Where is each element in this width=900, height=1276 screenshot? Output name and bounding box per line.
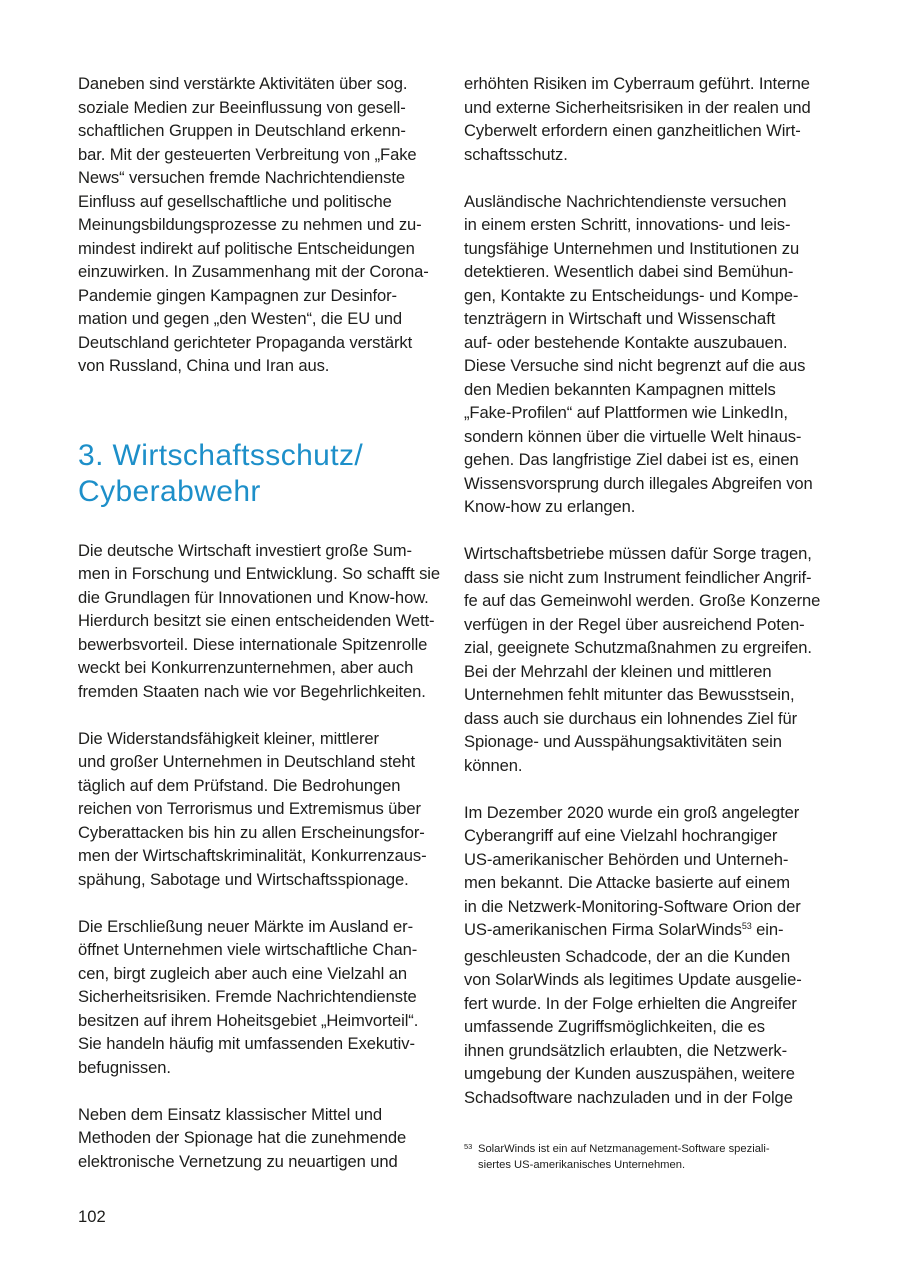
text-line: geschleusten Schadcode, der an die Kunden xyxy=(464,946,791,966)
right-paragraph-4 xyxy=(464,801,824,1110)
text-line: Diese Versuche sind nicht begrenzt auf die aus xyxy=(464,356,806,375)
text-line: Wissensvorsprung durch illegales Abgreifen von xyxy=(464,473,813,493)
text-line: und großer Unternehmen in Deutschland steht xyxy=(78,752,415,771)
paragraph-gap xyxy=(78,1079,430,1103)
text-line: auf- oder bestehende Kontakte auszubauen. xyxy=(464,332,788,352)
paragraph-gap xyxy=(464,777,824,801)
text-line: Schadsoftware nachzuladen und in der Folge xyxy=(464,1087,793,1107)
text-line: befugnissen. xyxy=(78,1057,171,1077)
text-line-with-footnote xyxy=(464,918,824,945)
left-paragraph-1 xyxy=(78,72,430,378)
text-line: Hierdurch besitzt sie einen entscheidenden Wett- xyxy=(78,611,435,630)
text-line: können. xyxy=(464,755,523,775)
text-line: cen, birgt zugleich aber auch eine Vielzahl an xyxy=(78,963,408,983)
text-line: „Fake-Profilen“ auf Plattformen wie LinkedIn, xyxy=(464,403,788,422)
text-line: öffnet Unternehmen viele wirtschaftliche Chan- xyxy=(78,940,418,959)
text-line: Know-how zu erlangen. xyxy=(464,497,636,516)
text-line: Deutschland gerichteter Propaganda verstärkt xyxy=(78,332,413,352)
text-line: in einem ersten Schritt, innovations- und leis- xyxy=(464,215,791,234)
text-line: sondern können über die virtuelle Welt hinaus- xyxy=(464,426,802,446)
text-line: Meinungsbildungsprozesse zu nehmen und zu- xyxy=(78,215,422,234)
footnote-number: 53 xyxy=(464,1142,473,1151)
left-column xyxy=(78,72,440,1173)
text-line: fremden Staaten nach wie vor Begehrlichkeiten. xyxy=(78,681,426,701)
text-line: detektieren. Wesentlich dabei sind Bemühun- xyxy=(464,262,794,281)
left-paragraph-4 xyxy=(78,915,430,1080)
text-line: schaftlichen Gruppen in Deutschland erkenn- xyxy=(78,121,406,140)
text-line: Cyberangriff auf eine Vielzahl hochrangiger xyxy=(464,826,778,845)
text-line: soziale Medien zur Beeinflussung von gesell- xyxy=(78,97,406,117)
text-line: einzuwirken. In Zusammenhang mit der Corona- xyxy=(78,262,429,281)
text-line: umfassende Zugriffsmöglichkeiten, die es xyxy=(464,1017,765,1036)
text-line: tenzträgern in Wirtschaft und Wissenschaft xyxy=(464,309,776,328)
footnote xyxy=(464,1142,824,1173)
text-fragment: ein- xyxy=(751,920,784,939)
right-paragraph-3 xyxy=(464,542,824,777)
text-line: die Grundlagen für Innovationen und Know-how. xyxy=(78,587,429,607)
text-line: Die deutsche Wirtschaft investiert große Sum- xyxy=(78,540,412,560)
text-line: weckt bei Konkurrenzunternehmen, aber auch xyxy=(78,658,414,677)
text-line: den Medien bekannten Kampagnen mittels xyxy=(464,379,776,399)
text-line: verfügen in der Regel über ausreichend Poten- xyxy=(464,614,805,634)
footnote-reference[interactable]: 53 xyxy=(741,921,752,931)
text-line: Neben dem Einsatz klassischer Mittel und xyxy=(78,1104,383,1124)
paragraph-gap xyxy=(78,703,430,727)
text-line: News“ versuchen fremde Nachrichtendienste xyxy=(78,168,406,187)
text-line: mindest indirekt auf politische Entscheidungen xyxy=(78,238,415,258)
text-line: Die Erschließung neuer Märkte im Ausland er- xyxy=(78,916,413,936)
text-line: Sicherheitsrisiken. Fremde Nachrichtendienste xyxy=(78,987,417,1006)
text-line: umgebung der Kunden auszuspähen, weitere xyxy=(464,1064,795,1083)
text-line: erhöhten Risiken im Cyberraum geführt. Interne xyxy=(464,74,810,93)
paragraph-gap xyxy=(78,891,430,915)
section-heading-line: Cyberabwehr xyxy=(78,474,261,508)
text-line: men in Forschung und Entwicklung. So schafft sie xyxy=(78,564,440,583)
footnote-text-line: siertes US-amerikanisches Unternehmen. xyxy=(478,1158,686,1171)
text-line: in die Netzwerk-Monitoring-Software Orion der xyxy=(464,896,801,916)
left-paragraph-3 xyxy=(78,727,430,892)
text-line: Cyberattacken bis hin zu allen Erscheinungsfor- xyxy=(78,822,425,842)
text-line: US-amerikanischer Behörden und Unterneh- xyxy=(464,849,789,869)
text-line: Wirtschaftsbetriebe müssen dafür Sorge tragen, xyxy=(464,544,812,563)
text-line: fert wurde. In der Folge erhielten die Angreifer xyxy=(464,993,797,1013)
text-line: dass sie nicht zum Instrument feindlicher Angrif- xyxy=(464,567,812,587)
text-line: reichen von Terrorismus und Extremismus über xyxy=(78,799,421,818)
text-line: schaftsschutz. xyxy=(464,144,568,164)
text-line: tungsfähige Unternehmen und Institutionen zu xyxy=(464,238,800,258)
text-line: Cyberwelt erfordern einen ganzheitlichen Wirt- xyxy=(464,121,801,140)
text-line: mation und gegen „den Westen“, die EU und xyxy=(78,309,402,328)
text-line: Im Dezember 2020 wurde ein groß angelegter xyxy=(464,802,800,822)
text-line: gehen. Das langfristige Ziel dabei ist es, einen xyxy=(464,450,799,469)
text-fragment: US-amerikanischen Firma SolarWinds xyxy=(464,920,742,939)
text-line: men bekannt. Die Attacke basierte auf einem xyxy=(464,873,790,892)
footnote-text-line: SolarWinds ist ein auf Netzmanagement-Software speziali- xyxy=(478,1143,770,1155)
left-paragraph-2 xyxy=(78,539,440,704)
text-line: täglich auf dem Prüfstand. Die Bedrohungen xyxy=(78,775,401,795)
right-paragraph-1 xyxy=(464,72,824,166)
text-line: Bei der Mehrzahl der kleinen und mittleren xyxy=(464,661,772,681)
text-line: fe auf das Gemeinwohl werden. Große Konzerne xyxy=(464,591,821,610)
text-line: Sie handeln häufig mit umfassenden Exekutiv- xyxy=(78,1034,415,1053)
text-line: bar. Mit der gesteuerten Verbreitung von „Fake xyxy=(78,144,417,164)
text-line: besitzen auf ihrem Hoheitsgebiet „Heimvorteil“. xyxy=(78,1010,419,1030)
text-line: Spionage- und Ausspähungsaktivitäten sein xyxy=(464,732,782,751)
text-line: Die Widerstandsfähigkeit kleiner, mittlerer xyxy=(78,728,379,748)
paragraph-gap xyxy=(464,519,824,543)
text-line: von Russland, China und Iran aus. xyxy=(78,356,330,375)
text-line: Einfluss auf gesellschaftliche und politische xyxy=(78,191,392,211)
page-number: 102 xyxy=(78,1207,106,1226)
right-column xyxy=(464,72,824,1109)
text-line: Ausländische Nachrichtendienste versuchen xyxy=(464,191,787,211)
section-heading xyxy=(78,438,430,510)
text-line: Methoden der Spionage hat die zunehmende xyxy=(78,1128,407,1147)
text-line: Unternehmen fehlt mitunter das Bewusstsein, xyxy=(464,685,795,704)
text-line: bewerbsvorteil. Diese internationale Spitzenrolle xyxy=(78,634,428,654)
text-line: elektronische Vernetzung zu neuartigen und xyxy=(78,1151,398,1171)
text-line: Daneben sind verstärkte Aktivitäten über sog. xyxy=(78,74,408,93)
right-paragraph-2 xyxy=(464,190,824,519)
text-line: zial, geeignete Schutzmaßnahmen zu ergreifen. xyxy=(464,638,812,657)
text-line: und externe Sicherheitsrisiken in der realen und xyxy=(464,97,811,117)
text-line: dass auch sie durchaus ein lohnendes Ziel für xyxy=(464,708,798,728)
text-line: spähung, Sabotage und Wirtschaftsspionage. xyxy=(78,869,409,889)
section-heading-line: 3. Wirtschaftsschutz/ xyxy=(78,438,364,472)
left-paragraph-5 xyxy=(78,1103,430,1174)
text-line: gen, Kontakte zu Entscheidungs- und Kompe- xyxy=(464,285,799,305)
paragraph-gap xyxy=(464,166,824,190)
text-line: ihnen grundsätzlich erlaubten, die Netzwerk- xyxy=(464,1040,788,1060)
text-line: von SolarWinds als legitimes Update ausgelie- xyxy=(464,970,802,989)
text-line: men der Wirtschaftskriminalität, Konkurrenzaus- xyxy=(78,846,427,865)
text-line: Pandemie gingen Kampagnen zur Desinfor- xyxy=(78,285,397,305)
